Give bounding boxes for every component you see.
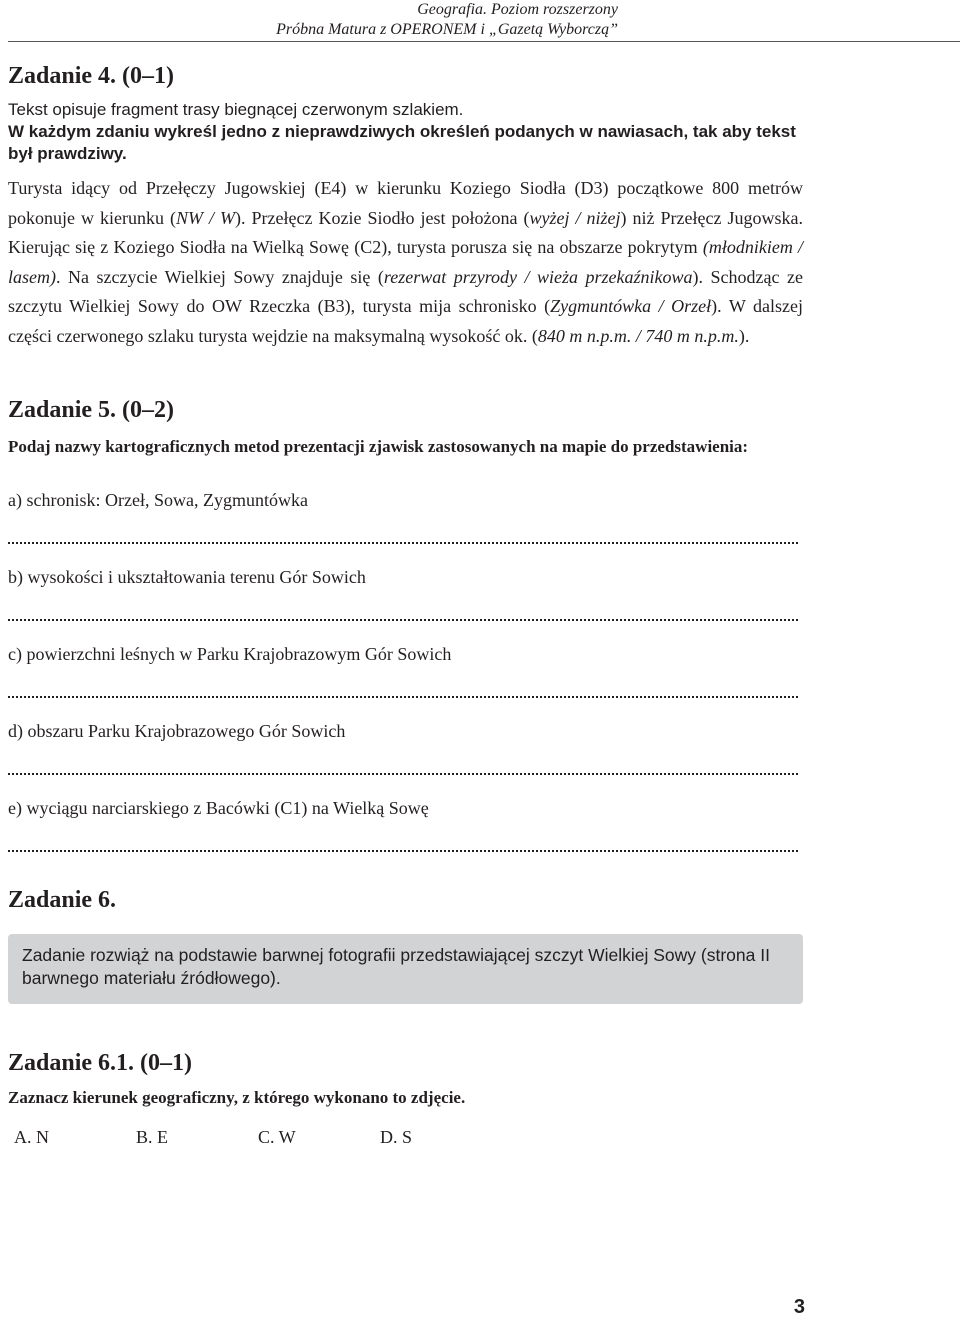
option-a[interactable]: A. N — [14, 1127, 49, 1147]
option-b[interactable]: B. E — [136, 1127, 169, 1147]
task5-item-b: b) wysokości i ukształtowania terenu Gór Sowich — [8, 567, 366, 587]
passage-text: Turysta idący od Przełęczy Jugowskiej (E4) w kierunku Koziego Siodła (D3) początkowe 800 metrów pokonuje w kierunku ( — [8, 178, 803, 228]
task5-item-e: e) wyciągu narciarskiego z Bacówki (C1) na Wielką Sowę — [8, 798, 429, 818]
option-nw-w[interactable]: NW / W — [176, 207, 236, 228]
task6-info-box: Zadanie rozwiąż na podstawie barwnej fotografii przedstawiającej szczyt Wielkiej Sowy (strona II barwnego materiału źródłowego). — [8, 934, 803, 1004]
option-zygmuntowka-orzel[interactable]: Zygmuntówka / Orzeł — [550, 296, 712, 316]
task5-instruction: Podaj nazwy kartograficznych metod prezentacji zjawisk zastosowanych na mapie do przedstawienia: — [8, 437, 749, 456]
task61-title: Zadanie 6.1. (0–1) — [8, 1050, 193, 1076]
passage-text: ). Przełęcz Kozie Siodło jest położona ( — [235, 207, 530, 228]
task5-item-c: c) powierzchni leśnych w Parku Krajobrazowym Gór Sowich — [8, 644, 452, 664]
task4-intro: Tekst opisuje fragment trasy biegnącej czerwonym szlakiem. — [8, 100, 464, 119]
header-exam: Próbna Matura z OPERONEM i „Gazetą Wyborczą” — [276, 21, 618, 38]
option-wyzej-nizej[interactable]: wyżej / niżej — [529, 207, 621, 228]
answer-line-b[interactable] — [8, 613, 798, 621]
passage-text: . Na szczycie Wielkiej Sowy znajduje się ( — [56, 266, 384, 287]
option-d[interactable]: D. S — [380, 1127, 413, 1147]
header-divider — [8, 41, 960, 42]
option-altitude[interactable]: 840 m n.p.m. / 740 m n.p.m. — [537, 325, 739, 346]
page-header — [276, 0, 618, 40]
answer-line-d[interactable] — [8, 767, 798, 775]
answer-line-c[interactable] — [8, 690, 798, 698]
header-subject: Geografia. Poziom rozszerzony — [417, 1, 618, 18]
task6-title: Zadanie 6. — [8, 887, 117, 913]
task4-title: Zadanie 4. (0–1) — [8, 63, 175, 89]
task5-item-d: d) obszaru Parku Krajobrazowego Gór Sowich — [8, 721, 346, 741]
task5-item-a: a) schronisk: Orzeł, Sowa, Zygmuntówka — [8, 490, 308, 510]
option-c[interactable]: C. W — [258, 1127, 296, 1147]
answer-line-e[interactable] — [8, 844, 798, 852]
task61-instruction: Zaznacz kierunek geograficzny, z którego wykonano to zdjęcie. — [8, 1088, 466, 1107]
option-mlodnik-las[interactable]: (młodnikiem / lasem) — [8, 237, 803, 287]
task4-passage — [8, 174, 803, 351]
passage-text: ). Schodząc ze szczytu Wielkiej Sowy do OW Rzeczka (B3), turysta mija schronisko ( — [8, 266, 803, 316]
passage-text: ) niż Przełęcz Jugowska. Kierując się z Koziego Siodła na Wielką Sowę (C2), turysta porusza się na obszarze pokrytym — [8, 207, 803, 257]
option-rezerwat-wieza[interactable]: rezerwat przyrody / wieża przekaźnikowa — [383, 266, 693, 287]
passage-text: ). — [738, 325, 750, 346]
passage-text: ). W dalszej części czerwonego szlaku turysta wejdzie na maksymalną wysokość ok. ( — [8, 296, 803, 346]
answer-line-a[interactable] — [8, 536, 798, 544]
page-number: 3 — [793, 1296, 805, 1318]
task5-title: Zadanie 5. (0–2) — [8, 397, 175, 423]
task4-instruction: W każdym zdaniu wykreśl jedno z nieprawdziwych określeń podanych w nawiasach, tak aby tekst był prawdziwy. — [8, 122, 796, 163]
